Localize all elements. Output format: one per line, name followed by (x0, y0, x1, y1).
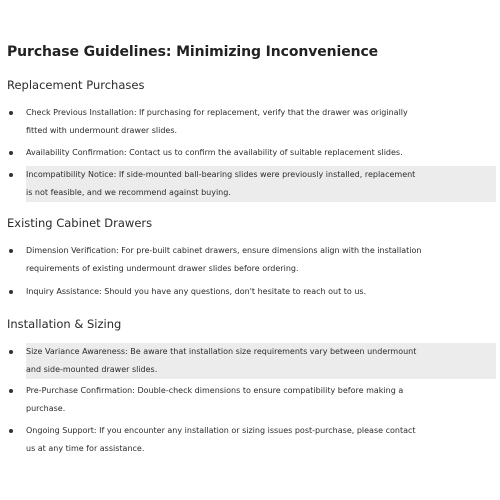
list-item-inquiry-assistance: Inquiry Assistance: Should you have any questions, don't hesitate to reach out to us. (26, 283, 496, 301)
list-item-incompatibility-notice: Incompatibility Notice: If side-mounted ball-bearing slides were previously installed, replacement is not feasible, and we recommend against buying. (26, 166, 496, 202)
bullet-dot (9, 111, 13, 115)
bullet-dot (9, 429, 13, 433)
bullet-dot (9, 350, 13, 354)
bullet-dot (9, 151, 13, 155)
list-item-size-variance-awareness: Size Variance Awareness: Be aware that installation size requirements vary between undermount and side-mounted drawer slides. (26, 343, 496, 379)
section-heading-installation-sizing: Installation & Sizing (7, 317, 122, 331)
bullet-dot (9, 249, 13, 253)
list-item-dimension-verification: Dimension Verification: For pre-built cabinet drawers, ensure dimensions align with the installation requirements of existing undermount drawer slides before ordering. (26, 242, 496, 278)
bullet-dot (9, 290, 13, 294)
page-title: Purchase Guidelines: Minimizing Inconvenience (7, 44, 379, 60)
list-item-availability-confirmation: Availability Confirmation: Contact us to confirm the availability of suitable replacement slides. (26, 144, 496, 162)
section-heading-replacement: Replacement Purchases (7, 78, 145, 92)
list-item-check-previous-installation: Check Previous Installation: If purchasing for replacement, verify that the drawer was originally fitted with undermount drawer slides. (26, 104, 496, 140)
section-heading-existing-cabinet: Existing Cabinet Drawers (7, 216, 153, 230)
list-item-ongoing-support: Ongoing Support: If you encounter any installation or sizing issues post-purchase, please contact us at any time for assistance. (26, 422, 496, 458)
bullet-dot (9, 173, 13, 177)
bullet-dot (9, 389, 13, 393)
list-item-pre-purchase-confirmation: Pre-Purchase Confirmation: Double-check dimensions to ensure compatibility before making a purchase. (26, 382, 496, 418)
